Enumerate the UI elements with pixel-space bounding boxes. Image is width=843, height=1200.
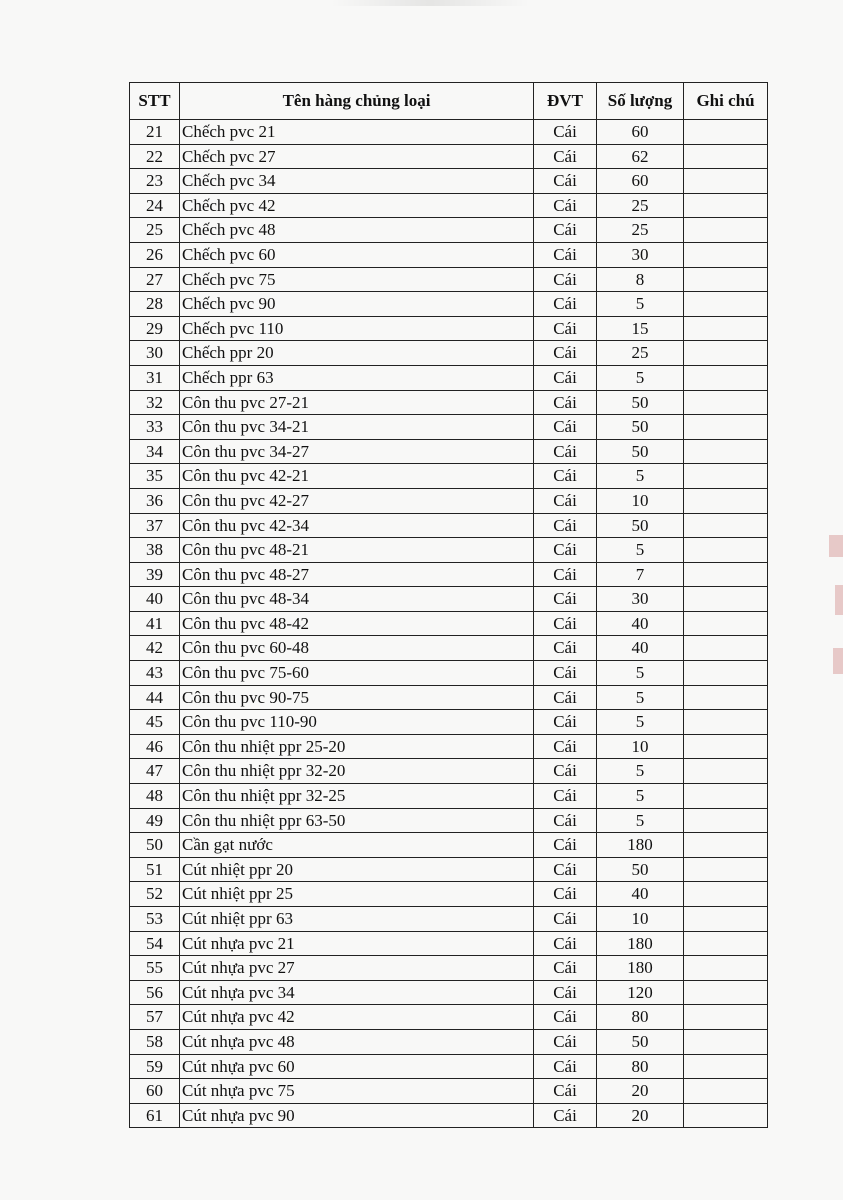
row-stt: 42 bbox=[130, 636, 180, 661]
row-stt: 57 bbox=[130, 1005, 180, 1030]
row-note bbox=[684, 538, 768, 563]
table-row bbox=[130, 907, 768, 932]
row-unit: Cái bbox=[534, 611, 597, 636]
row-stt: 30 bbox=[130, 341, 180, 366]
row-name: Cút nhựa pvc 34 bbox=[180, 980, 534, 1005]
row-unit: Cái bbox=[534, 365, 597, 390]
row-name: Chếch ppr 63 bbox=[180, 365, 534, 390]
row-qty: 20 bbox=[597, 1103, 684, 1128]
row-unit: Cái bbox=[534, 267, 597, 292]
table-row bbox=[130, 636, 768, 661]
header-qty: Số lượng bbox=[597, 83, 684, 120]
row-qty: 50 bbox=[597, 1029, 684, 1054]
row-unit: Cái bbox=[534, 415, 597, 440]
row-stt: 26 bbox=[130, 242, 180, 267]
row-note bbox=[684, 1029, 768, 1054]
table-row bbox=[130, 562, 768, 587]
table-row bbox=[130, 1029, 768, 1054]
row-unit: Cái bbox=[534, 144, 597, 169]
row-name: Côn thu pvc 48-42 bbox=[180, 611, 534, 636]
header-note: Ghi chú bbox=[684, 83, 768, 120]
table-row bbox=[130, 464, 768, 489]
stamp-fragment bbox=[833, 648, 843, 674]
row-note bbox=[684, 439, 768, 464]
row-stt: 44 bbox=[130, 685, 180, 710]
row-qty: 40 bbox=[597, 611, 684, 636]
row-note bbox=[684, 365, 768, 390]
row-qty: 5 bbox=[597, 464, 684, 489]
row-stt: 35 bbox=[130, 464, 180, 489]
row-stt: 61 bbox=[130, 1103, 180, 1128]
table-row bbox=[130, 218, 768, 243]
row-name: Côn thu pvc 42-27 bbox=[180, 488, 534, 513]
row-qty: 15 bbox=[597, 316, 684, 341]
row-unit: Cái bbox=[534, 1005, 597, 1030]
row-qty: 180 bbox=[597, 956, 684, 981]
row-qty: 30 bbox=[597, 242, 684, 267]
row-note bbox=[684, 169, 768, 194]
row-qty: 5 bbox=[597, 759, 684, 784]
row-qty: 5 bbox=[597, 808, 684, 833]
row-note bbox=[684, 661, 768, 686]
row-unit: Cái bbox=[534, 1029, 597, 1054]
row-stt: 50 bbox=[130, 833, 180, 858]
table-row bbox=[130, 193, 768, 218]
table-row bbox=[130, 710, 768, 735]
row-qty: 5 bbox=[597, 292, 684, 317]
row-note bbox=[684, 734, 768, 759]
row-name: Chếch ppr 20 bbox=[180, 341, 534, 366]
row-qty: 5 bbox=[597, 710, 684, 735]
row-name: Cút nhiệt ppr 25 bbox=[180, 882, 534, 907]
row-stt: 47 bbox=[130, 759, 180, 784]
row-qty: 25 bbox=[597, 193, 684, 218]
row-name: Côn thu pvc 42-34 bbox=[180, 513, 534, 538]
row-note bbox=[684, 1005, 768, 1030]
row-unit: Cái bbox=[534, 907, 597, 932]
row-qty: 5 bbox=[597, 685, 684, 710]
row-name: Cần gạt nước bbox=[180, 833, 534, 858]
row-qty: 40 bbox=[597, 636, 684, 661]
row-name: Chếch pvc 21 bbox=[180, 120, 534, 145]
table-row bbox=[130, 956, 768, 981]
row-note bbox=[684, 1054, 768, 1079]
row-note bbox=[684, 193, 768, 218]
row-stt: 24 bbox=[130, 193, 180, 218]
table-row bbox=[130, 341, 768, 366]
row-stt: 51 bbox=[130, 857, 180, 882]
table-row bbox=[130, 390, 768, 415]
row-unit: Cái bbox=[534, 218, 597, 243]
row-note bbox=[684, 120, 768, 145]
stamp-fragment bbox=[829, 535, 843, 557]
row-name: Chếch pvc 110 bbox=[180, 316, 534, 341]
table-row bbox=[130, 316, 768, 341]
row-stt: 60 bbox=[130, 1079, 180, 1104]
row-note bbox=[684, 833, 768, 858]
row-note bbox=[684, 685, 768, 710]
row-stt: 58 bbox=[130, 1029, 180, 1054]
row-qty: 10 bbox=[597, 734, 684, 759]
row-name: Cút nhựa pvc 27 bbox=[180, 956, 534, 981]
row-stt: 46 bbox=[130, 734, 180, 759]
row-unit: Cái bbox=[534, 734, 597, 759]
row-qty: 30 bbox=[597, 587, 684, 612]
row-unit: Cái bbox=[534, 808, 597, 833]
table-body bbox=[130, 120, 768, 1128]
stamp-fragment bbox=[835, 585, 843, 615]
table-row bbox=[130, 931, 768, 956]
table-row bbox=[130, 144, 768, 169]
row-note bbox=[684, 611, 768, 636]
row-stt: 28 bbox=[130, 292, 180, 317]
row-unit: Cái bbox=[534, 292, 597, 317]
row-name: Cút nhiệt ppr 20 bbox=[180, 857, 534, 882]
row-unit: Cái bbox=[534, 1079, 597, 1104]
row-unit: Cái bbox=[534, 488, 597, 513]
row-stt: 27 bbox=[130, 267, 180, 292]
row-stt: 33 bbox=[130, 415, 180, 440]
row-stt: 32 bbox=[130, 390, 180, 415]
row-qty: 5 bbox=[597, 365, 684, 390]
header-row bbox=[130, 83, 768, 120]
row-name: Côn thu pvc 27-21 bbox=[180, 390, 534, 415]
table-row bbox=[130, 833, 768, 858]
row-note bbox=[684, 808, 768, 833]
row-stt: 23 bbox=[130, 169, 180, 194]
row-name: Cút nhựa pvc 90 bbox=[180, 1103, 534, 1128]
goods-table bbox=[129, 82, 768, 1128]
row-note bbox=[684, 316, 768, 341]
table-row bbox=[130, 759, 768, 784]
row-unit: Cái bbox=[534, 439, 597, 464]
table-row bbox=[130, 611, 768, 636]
row-stt: 59 bbox=[130, 1054, 180, 1079]
table-row bbox=[130, 1103, 768, 1128]
row-unit: Cái bbox=[534, 661, 597, 686]
row-note bbox=[684, 292, 768, 317]
row-unit: Cái bbox=[534, 242, 597, 267]
row-name: Cút nhựa pvc 42 bbox=[180, 1005, 534, 1030]
table-row bbox=[130, 857, 768, 882]
table-row bbox=[130, 734, 768, 759]
row-unit: Cái bbox=[534, 759, 597, 784]
row-note bbox=[684, 710, 768, 735]
row-stt: 29 bbox=[130, 316, 180, 341]
row-qty: 50 bbox=[597, 439, 684, 464]
row-stt: 40 bbox=[130, 587, 180, 612]
table-row bbox=[130, 784, 768, 809]
table-row bbox=[130, 685, 768, 710]
row-qty: 8 bbox=[597, 267, 684, 292]
row-note bbox=[684, 857, 768, 882]
row-stt: 37 bbox=[130, 513, 180, 538]
row-stt: 21 bbox=[130, 120, 180, 145]
row-unit: Cái bbox=[534, 193, 597, 218]
table-row bbox=[130, 661, 768, 686]
row-name: Cút nhựa pvc 48 bbox=[180, 1029, 534, 1054]
table-row bbox=[130, 439, 768, 464]
table-row bbox=[130, 169, 768, 194]
table-row bbox=[130, 980, 768, 1005]
row-stt: 43 bbox=[130, 661, 180, 686]
row-stt: 25 bbox=[130, 218, 180, 243]
row-stt: 34 bbox=[130, 439, 180, 464]
row-unit: Cái bbox=[534, 390, 597, 415]
row-stt: 41 bbox=[130, 611, 180, 636]
row-qty: 120 bbox=[597, 980, 684, 1005]
row-qty: 25 bbox=[597, 341, 684, 366]
table-row bbox=[130, 488, 768, 513]
row-name: Cút nhiệt ppr 63 bbox=[180, 907, 534, 932]
row-note bbox=[684, 587, 768, 612]
row-unit: Cái bbox=[534, 857, 597, 882]
row-qty: 40 bbox=[597, 882, 684, 907]
row-note bbox=[684, 267, 768, 292]
row-note bbox=[684, 242, 768, 267]
row-stt: 38 bbox=[130, 538, 180, 563]
row-unit: Cái bbox=[534, 882, 597, 907]
header-name: Tên hàng chủng loại bbox=[180, 83, 534, 120]
row-note bbox=[684, 931, 768, 956]
row-name: Côn thu nhiệt ppr 25-20 bbox=[180, 734, 534, 759]
table-row bbox=[130, 808, 768, 833]
row-qty: 25 bbox=[597, 218, 684, 243]
row-qty: 5 bbox=[597, 538, 684, 563]
row-stt: 22 bbox=[130, 144, 180, 169]
row-qty: 62 bbox=[597, 144, 684, 169]
header-unit: ĐVT bbox=[534, 83, 597, 120]
row-stt: 39 bbox=[130, 562, 180, 587]
row-name: Côn thu pvc 48-34 bbox=[180, 587, 534, 612]
row-name: Chếch pvc 60 bbox=[180, 242, 534, 267]
row-unit: Cái bbox=[534, 980, 597, 1005]
row-name: Chếch pvc 27 bbox=[180, 144, 534, 169]
row-stt: 36 bbox=[130, 488, 180, 513]
row-qty: 50 bbox=[597, 857, 684, 882]
row-unit: Cái bbox=[534, 833, 597, 858]
row-unit: Cái bbox=[534, 120, 597, 145]
row-note bbox=[684, 636, 768, 661]
row-stt: 53 bbox=[130, 907, 180, 932]
row-unit: Cái bbox=[534, 685, 597, 710]
row-stt: 48 bbox=[130, 784, 180, 809]
row-note bbox=[684, 759, 768, 784]
row-note bbox=[684, 1103, 768, 1128]
row-name: Cút nhựa pvc 21 bbox=[180, 931, 534, 956]
row-unit: Cái bbox=[534, 316, 597, 341]
row-unit: Cái bbox=[534, 169, 597, 194]
row-unit: Cái bbox=[534, 710, 597, 735]
row-name: Côn thu nhiệt ppr 32-25 bbox=[180, 784, 534, 809]
row-unit: Cái bbox=[534, 956, 597, 981]
row-stt: 49 bbox=[130, 808, 180, 833]
row-name: Chếch pvc 34 bbox=[180, 169, 534, 194]
table-header bbox=[130, 83, 768, 120]
row-qty: 20 bbox=[597, 1079, 684, 1104]
row-qty: 7 bbox=[597, 562, 684, 587]
row-note bbox=[684, 415, 768, 440]
row-name: Chếch pvc 90 bbox=[180, 292, 534, 317]
row-note bbox=[684, 784, 768, 809]
row-qty: 60 bbox=[597, 120, 684, 145]
row-name: Côn thu pvc 60-48 bbox=[180, 636, 534, 661]
row-note bbox=[684, 144, 768, 169]
row-name: Cút nhựa pvc 75 bbox=[180, 1079, 534, 1104]
scan-artifact bbox=[330, 0, 530, 6]
row-unit: Cái bbox=[534, 464, 597, 489]
row-stt: 31 bbox=[130, 365, 180, 390]
row-note bbox=[684, 390, 768, 415]
row-name: Chếch pvc 75 bbox=[180, 267, 534, 292]
row-unit: Cái bbox=[534, 784, 597, 809]
row-name: Côn thu pvc 90-75 bbox=[180, 685, 534, 710]
row-qty: 5 bbox=[597, 784, 684, 809]
row-stt: 54 bbox=[130, 931, 180, 956]
row-qty: 60 bbox=[597, 169, 684, 194]
row-note bbox=[684, 341, 768, 366]
row-stt: 56 bbox=[130, 980, 180, 1005]
row-note bbox=[684, 562, 768, 587]
row-qty: 10 bbox=[597, 907, 684, 932]
table-row bbox=[130, 415, 768, 440]
table-row bbox=[130, 1005, 768, 1030]
row-qty: 10 bbox=[597, 488, 684, 513]
row-name: Côn thu nhiệt ppr 32-20 bbox=[180, 759, 534, 784]
row-name: Côn thu pvc 34-27 bbox=[180, 439, 534, 464]
row-unit: Cái bbox=[534, 1054, 597, 1079]
row-stt: 55 bbox=[130, 956, 180, 981]
row-note bbox=[684, 488, 768, 513]
row-name: Côn thu pvc 75-60 bbox=[180, 661, 534, 686]
table-row bbox=[130, 587, 768, 612]
row-name: Côn thu pvc 48-21 bbox=[180, 538, 534, 563]
row-note bbox=[684, 980, 768, 1005]
row-unit: Cái bbox=[534, 587, 597, 612]
table-row bbox=[130, 513, 768, 538]
row-note bbox=[684, 513, 768, 538]
row-unit: Cái bbox=[534, 562, 597, 587]
table-row bbox=[130, 1054, 768, 1079]
table-row bbox=[130, 242, 768, 267]
row-qty: 80 bbox=[597, 1054, 684, 1079]
row-stt: 52 bbox=[130, 882, 180, 907]
table-row bbox=[130, 365, 768, 390]
row-qty: 50 bbox=[597, 513, 684, 538]
row-unit: Cái bbox=[534, 1103, 597, 1128]
row-qty: 5 bbox=[597, 661, 684, 686]
row-note bbox=[684, 882, 768, 907]
table-row bbox=[130, 1079, 768, 1104]
row-name: Chếch pvc 42 bbox=[180, 193, 534, 218]
table-row bbox=[130, 267, 768, 292]
row-note bbox=[684, 907, 768, 932]
table-row bbox=[130, 538, 768, 563]
row-name: Côn thu nhiệt ppr 63-50 bbox=[180, 808, 534, 833]
row-unit: Cái bbox=[534, 931, 597, 956]
table-row bbox=[130, 120, 768, 145]
row-qty: 180 bbox=[597, 931, 684, 956]
row-name: Côn thu pvc 48-27 bbox=[180, 562, 534, 587]
header-stt: STT bbox=[130, 83, 180, 120]
row-name: Côn thu pvc 42-21 bbox=[180, 464, 534, 489]
row-unit: Cái bbox=[534, 341, 597, 366]
row-unit: Cái bbox=[534, 513, 597, 538]
row-name: Côn thu pvc 34-21 bbox=[180, 415, 534, 440]
row-name: Chếch pvc 48 bbox=[180, 218, 534, 243]
row-unit: Cái bbox=[534, 538, 597, 563]
row-note bbox=[684, 218, 768, 243]
row-unit: Cái bbox=[534, 636, 597, 661]
row-note bbox=[684, 464, 768, 489]
row-qty: 80 bbox=[597, 1005, 684, 1030]
table-row bbox=[130, 292, 768, 317]
row-name: Côn thu pvc 110-90 bbox=[180, 710, 534, 735]
row-qty: 50 bbox=[597, 390, 684, 415]
row-qty: 180 bbox=[597, 833, 684, 858]
table-row bbox=[130, 882, 768, 907]
row-qty: 50 bbox=[597, 415, 684, 440]
row-stt: 45 bbox=[130, 710, 180, 735]
row-note bbox=[684, 956, 768, 981]
row-name: Cút nhựa pvc 60 bbox=[180, 1054, 534, 1079]
row-note bbox=[684, 1079, 768, 1104]
